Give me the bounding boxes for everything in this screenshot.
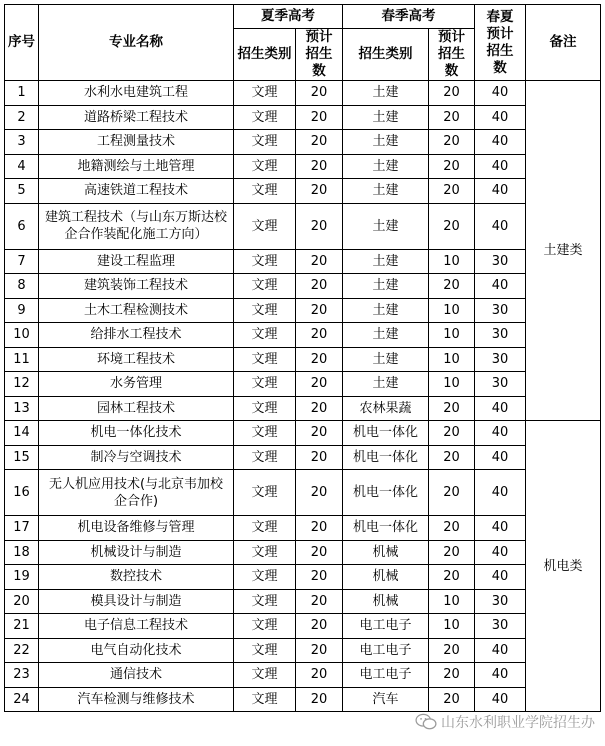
total-planned: 30 [475, 614, 526, 639]
row-number: 16 [5, 470, 39, 516]
summer-planned: 20 [296, 687, 343, 712]
major-name: 电子信息工程技术 [39, 614, 234, 639]
spring-category: 电工电子 [343, 638, 429, 663]
spring-category: 土建 [343, 347, 429, 372]
table-row [5, 203, 601, 249]
major-name: 工程测量技术 [39, 130, 234, 155]
summer-planned: 20 [296, 130, 343, 155]
summer-planned: 20 [296, 445, 343, 470]
spring-planned: 20 [429, 130, 475, 155]
summer-planned: 20 [296, 565, 343, 590]
header-seq: 序号 [5, 5, 39, 81]
summer-category: 文理 [234, 445, 296, 470]
major-name: 通信技术 [39, 663, 234, 688]
header-spring-category: 招生类别 [343, 29, 429, 81]
spring-planned: 20 [429, 396, 475, 421]
spring-category: 土建 [343, 154, 429, 179]
row-number: 5 [5, 179, 39, 204]
table-row [5, 516, 601, 541]
major-name: 汽车检测与维修技术 [39, 687, 234, 712]
summer-category: 文理 [234, 687, 296, 712]
summer-planned: 20 [296, 589, 343, 614]
table-row [5, 589, 601, 614]
summer-planned: 20 [296, 81, 343, 106]
spring-category: 机电一体化 [343, 445, 429, 470]
row-number: 21 [5, 614, 39, 639]
row-number: 3 [5, 130, 39, 155]
summer-planned: 20 [296, 203, 343, 249]
total-planned: 40 [475, 516, 526, 541]
row-number: 9 [5, 298, 39, 323]
spring-category: 土建 [343, 323, 429, 348]
note-group: 机电类 [526, 421, 601, 712]
major-name: 园林工程技术 [39, 396, 234, 421]
summer-category: 文理 [234, 421, 296, 446]
spring-category: 电工电子 [343, 663, 429, 688]
spring-category: 机电一体化 [343, 421, 429, 446]
total-planned: 30 [475, 249, 526, 274]
major-name: 数控技术 [39, 565, 234, 590]
major-name: 机电一体化技术 [39, 421, 234, 446]
summer-category: 文理 [234, 663, 296, 688]
summer-category: 文理 [234, 203, 296, 249]
row-number: 2 [5, 105, 39, 130]
summer-category: 文理 [234, 274, 296, 299]
spring-planned: 20 [429, 421, 475, 446]
summer-category: 文理 [234, 540, 296, 565]
summer-category: 文理 [234, 323, 296, 348]
spring-planned: 20 [429, 470, 475, 516]
total-planned: 40 [475, 687, 526, 712]
summer-planned: 20 [296, 323, 343, 348]
summer-planned: 20 [296, 614, 343, 639]
summer-category: 文理 [234, 154, 296, 179]
spring-category: 机械 [343, 540, 429, 565]
note-group: 土建类 [526, 81, 601, 421]
spring-planned: 20 [429, 105, 475, 130]
total-planned: 30 [475, 347, 526, 372]
spring-category: 机电一体化 [343, 516, 429, 541]
summer-planned: 20 [296, 249, 343, 274]
table-row [5, 347, 601, 372]
summer-category: 文理 [234, 614, 296, 639]
row-number: 17 [5, 516, 39, 541]
table-row [5, 274, 601, 299]
major-name: 水务管理 [39, 372, 234, 397]
spring-planned: 10 [429, 614, 475, 639]
spring-planned: 20 [429, 154, 475, 179]
total-planned: 40 [475, 154, 526, 179]
total-planned: 40 [475, 81, 526, 106]
table-row [5, 249, 601, 274]
watermark-text: 山东水利职业学院招生办 [441, 715, 595, 731]
spring-planned: 20 [429, 179, 475, 204]
summer-category: 文理 [234, 249, 296, 274]
header-summer-exam: 夏季高考 [234, 5, 343, 29]
table-row [5, 372, 601, 397]
spring-planned: 20 [429, 81, 475, 106]
summer-planned: 20 [296, 396, 343, 421]
major-name: 环境工程技术 [39, 347, 234, 372]
row-number: 23 [5, 663, 39, 688]
table-row [5, 540, 601, 565]
spring-category: 农林果蔬 [343, 396, 429, 421]
header-spring-exam: 春季高考 [343, 5, 475, 29]
summer-category: 文理 [234, 396, 296, 421]
summer-category: 文理 [234, 589, 296, 614]
total-planned: 40 [475, 470, 526, 516]
row-number: 7 [5, 249, 39, 274]
total-planned: 40 [475, 565, 526, 590]
table-row [5, 638, 601, 663]
major-name: 地籍测绘与土地管理 [39, 154, 234, 179]
table-row [5, 663, 601, 688]
total-planned: 30 [475, 323, 526, 348]
watermark [415, 712, 595, 732]
major-name: 无人机应用技术(与北京韦加校企合作) [39, 470, 234, 516]
spring-planned: 20 [429, 663, 475, 688]
summer-planned: 20 [296, 154, 343, 179]
row-number: 11 [5, 347, 39, 372]
spring-planned: 20 [429, 516, 475, 541]
total-planned: 40 [475, 396, 526, 421]
wechat-icon [415, 713, 437, 731]
row-number: 19 [5, 565, 39, 590]
spring-planned: 10 [429, 372, 475, 397]
summer-planned: 20 [296, 347, 343, 372]
row-number: 12 [5, 372, 39, 397]
total-planned: 40 [475, 105, 526, 130]
spring-category: 机电一体化 [343, 470, 429, 516]
header-total-planned: 春夏预计招生数 [475, 5, 526, 81]
summer-category: 文理 [234, 372, 296, 397]
summer-category: 文理 [234, 347, 296, 372]
total-planned: 40 [475, 445, 526, 470]
total-planned: 30 [475, 372, 526, 397]
summer-category: 文理 [234, 81, 296, 106]
table-row [5, 687, 601, 712]
summer-category: 文理 [234, 130, 296, 155]
spring-category: 土建 [343, 203, 429, 249]
summer-category: 文理 [234, 638, 296, 663]
spring-planned: 10 [429, 298, 475, 323]
row-number: 22 [5, 638, 39, 663]
major-name: 土木工程检测技术 [39, 298, 234, 323]
spring-category: 土建 [343, 130, 429, 155]
summer-category: 文理 [234, 470, 296, 516]
major-name: 电气自动化技术 [39, 638, 234, 663]
header-note: 备注 [526, 5, 601, 81]
table-row [5, 614, 601, 639]
spring-category: 电工电子 [343, 614, 429, 639]
summer-planned: 20 [296, 421, 343, 446]
summer-category: 文理 [234, 298, 296, 323]
spring-category: 机械 [343, 565, 429, 590]
row-number: 13 [5, 396, 39, 421]
total-planned: 40 [475, 130, 526, 155]
spring-category: 土建 [343, 249, 429, 274]
summer-category: 文理 [234, 565, 296, 590]
spring-planned: 20 [429, 638, 475, 663]
major-name: 建设工程监理 [39, 249, 234, 274]
major-name: 高速铁道工程技术 [39, 179, 234, 204]
table-row [5, 445, 601, 470]
major-name: 水利水电建筑工程 [39, 81, 234, 106]
row-number: 15 [5, 445, 39, 470]
spring-category: 土建 [343, 105, 429, 130]
table-row [5, 81, 601, 106]
row-number: 6 [5, 203, 39, 249]
major-name: 建筑工程技术（与山东万斯达校企合作装配化施工方向） [39, 203, 234, 249]
summer-planned: 20 [296, 179, 343, 204]
spring-category: 机械 [343, 589, 429, 614]
table-row [5, 130, 601, 155]
row-number: 4 [5, 154, 39, 179]
table-row [5, 470, 601, 516]
total-planned: 40 [475, 540, 526, 565]
summer-category: 文理 [234, 105, 296, 130]
spring-category: 土建 [343, 274, 429, 299]
summer-planned: 20 [296, 663, 343, 688]
row-number: 24 [5, 687, 39, 712]
table-row [5, 396, 601, 421]
summer-planned: 20 [296, 470, 343, 516]
header-summer-planned: 预计招生数 [296, 29, 343, 81]
summer-planned: 20 [296, 105, 343, 130]
header-summer-category: 招生类别 [234, 29, 296, 81]
major-name: 给排水工程技术 [39, 323, 234, 348]
table-row [5, 565, 601, 590]
major-name: 道路桥梁工程技术 [39, 105, 234, 130]
total-planned: 40 [475, 274, 526, 299]
major-name: 机电设备维修与管理 [39, 516, 234, 541]
total-planned: 40 [475, 421, 526, 446]
spring-category: 土建 [343, 372, 429, 397]
header-spring-planned: 预计招生数 [429, 29, 475, 81]
total-planned: 40 [475, 638, 526, 663]
spring-category: 土建 [343, 179, 429, 204]
row-number: 14 [5, 421, 39, 446]
total-planned: 40 [475, 203, 526, 249]
table-row [5, 323, 601, 348]
major-name: 制冷与空调技术 [39, 445, 234, 470]
summer-planned: 20 [296, 638, 343, 663]
summer-planned: 20 [296, 516, 343, 541]
table-row [5, 421, 601, 446]
spring-planned: 10 [429, 249, 475, 274]
row-number: 10 [5, 323, 39, 348]
header-major: 专业名称 [39, 5, 234, 81]
total-planned: 30 [475, 298, 526, 323]
summer-category: 文理 [234, 516, 296, 541]
spring-planned: 10 [429, 347, 475, 372]
spring-category: 汽车 [343, 687, 429, 712]
spring-planned: 20 [429, 445, 475, 470]
summer-planned: 20 [296, 274, 343, 299]
total-planned: 40 [475, 663, 526, 688]
table-row [5, 105, 601, 130]
enrollment-table [4, 4, 601, 712]
table-body [5, 81, 601, 712]
row-number: 18 [5, 540, 39, 565]
spring-planned: 20 [429, 687, 475, 712]
spring-planned: 20 [429, 565, 475, 590]
total-planned: 30 [475, 589, 526, 614]
summer-planned: 20 [296, 298, 343, 323]
spring-category: 土建 [343, 298, 429, 323]
spring-planned: 20 [429, 540, 475, 565]
row-number: 8 [5, 274, 39, 299]
spring-planned: 10 [429, 323, 475, 348]
major-name: 建筑装饰工程技术 [39, 274, 234, 299]
summer-planned: 20 [296, 540, 343, 565]
total-planned: 40 [475, 179, 526, 204]
table-row [5, 298, 601, 323]
table-row [5, 179, 601, 204]
summer-planned: 20 [296, 372, 343, 397]
spring-planned: 20 [429, 203, 475, 249]
major-name: 模具设计与制造 [39, 589, 234, 614]
major-name: 机械设计与制造 [39, 540, 234, 565]
table-row [5, 154, 601, 179]
row-number: 20 [5, 589, 39, 614]
summer-category: 文理 [234, 179, 296, 204]
spring-planned: 20 [429, 274, 475, 299]
spring-planned: 10 [429, 589, 475, 614]
spring-category: 土建 [343, 81, 429, 106]
row-number: 1 [5, 81, 39, 106]
